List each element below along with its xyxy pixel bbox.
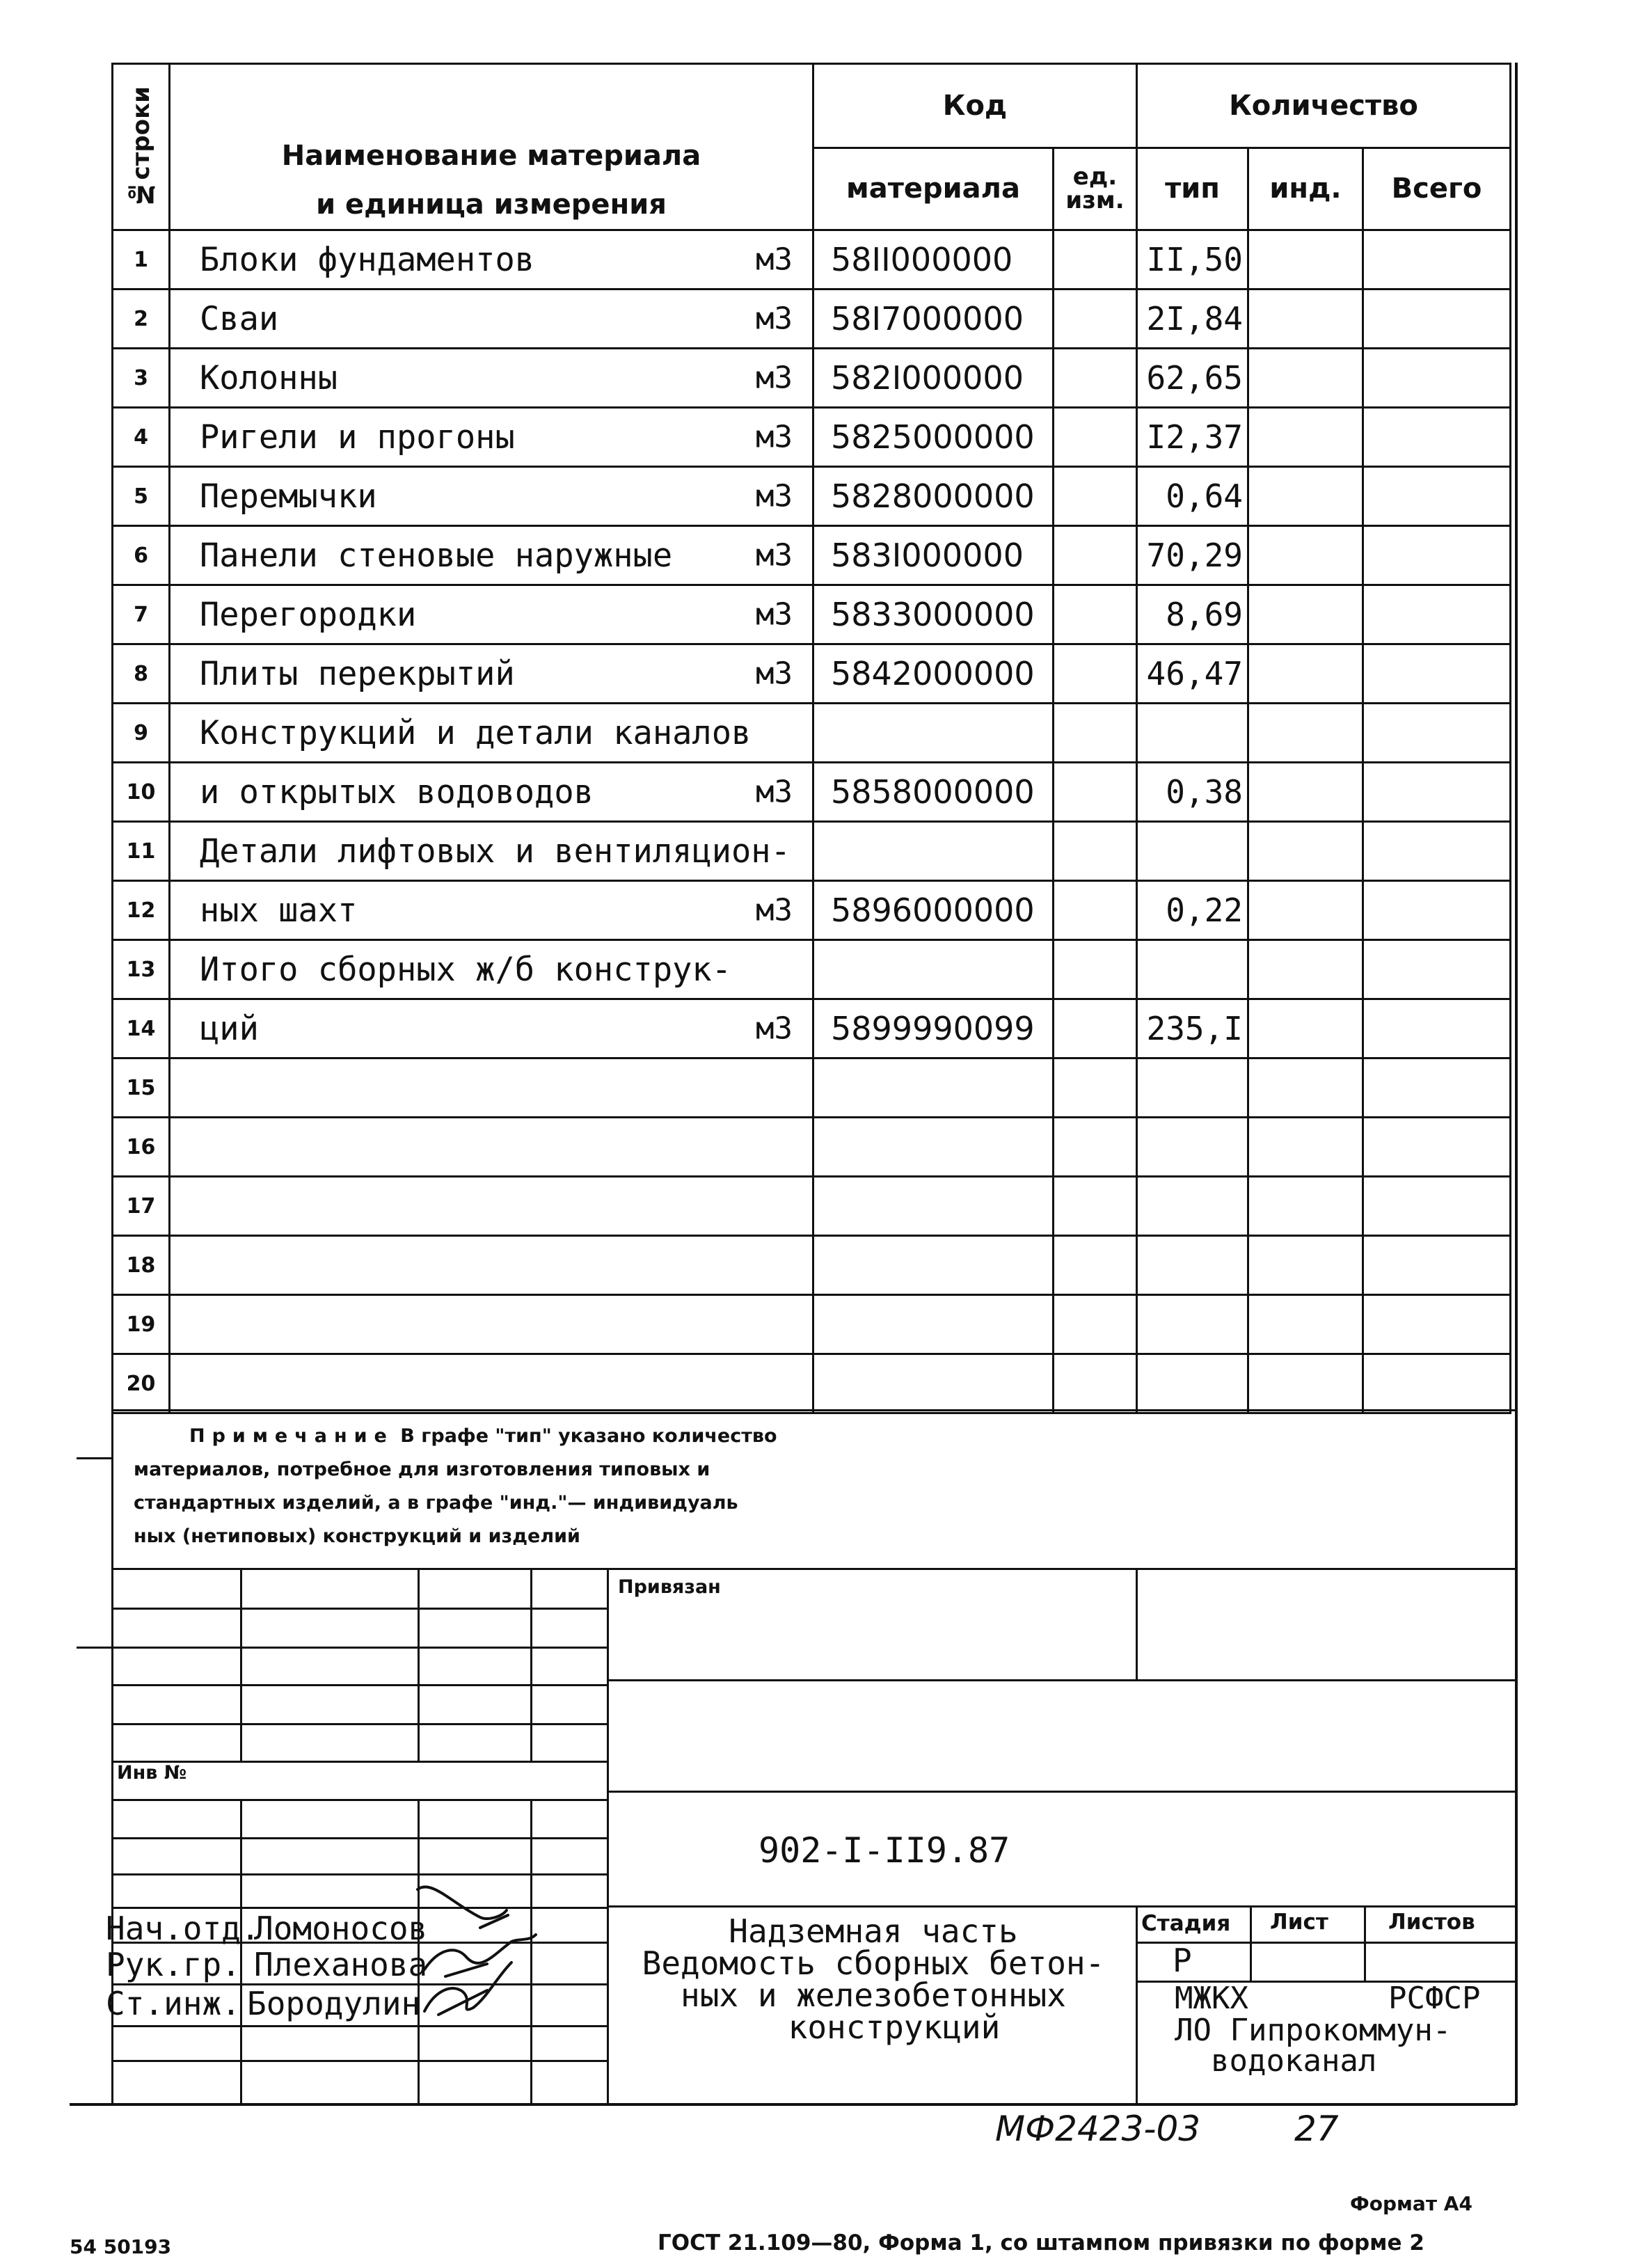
- row-material-name: [170, 1058, 813, 1118]
- row-qty-total: [1363, 1295, 1511, 1354]
- row-qty-total: [1363, 1354, 1511, 1413]
- table-row: [113, 1295, 1511, 1354]
- table-row: [113, 230, 1511, 290]
- row-qty-total: [1363, 881, 1511, 940]
- row-unit-code: [1054, 704, 1137, 763]
- row-unit-code: [1054, 1236, 1137, 1295]
- row-number: 6: [113, 526, 170, 585]
- signer-role: Ст.инж.: [106, 1985, 241, 2022]
- row-unit-code: [1054, 467, 1137, 526]
- row-material-name: [170, 1295, 813, 1354]
- row-unit-code: [1054, 290, 1137, 349]
- row-number: 17: [113, 1177, 170, 1236]
- document-title-line: ных и железобетонных: [681, 1976, 1066, 2014]
- row-qty-total: [1363, 1236, 1511, 1295]
- row-qty-total: [1363, 1177, 1511, 1236]
- row-qty-type: [1137, 1295, 1248, 1354]
- sheet-label: Лист: [1270, 1910, 1328, 1935]
- row-material-name: [170, 290, 813, 349]
- material-unit: м3: [756, 241, 793, 278]
- material-name-text: ных шахт: [200, 891, 358, 930]
- material-name-text: ций: [200, 1009, 259, 1048]
- materials-table: [111, 63, 1511, 1414]
- row-qty-ind: [1248, 230, 1363, 290]
- material-unit: м3: [756, 774, 793, 810]
- row-qty-total: [1363, 763, 1511, 822]
- signer-name: Плеханова: [254, 1946, 428, 1983]
- page-number: 27: [1294, 2109, 1339, 2149]
- signature-plekhanova: [424, 1935, 536, 1976]
- row-qty-type: I2,37: [1137, 408, 1248, 467]
- signer-role: Рук.гр.: [106, 1946, 241, 1983]
- row-unit-code: [1054, 881, 1137, 940]
- row-material-name: [170, 1177, 813, 1236]
- note-title: Примечание: [189, 1425, 394, 1447]
- row-material-code: 5858000000: [813, 763, 1054, 822]
- organization-ministry: МЖКХ: [1175, 1981, 1248, 2016]
- row-qty-type: [1137, 940, 1248, 999]
- row-qty-ind: [1248, 822, 1363, 881]
- gost-footer: ГОСТ 21.109—80, Форма 1, со штампом привязки по форме 2: [658, 2230, 1424, 2255]
- row-material-name: [170, 349, 813, 408]
- row-qty-ind: [1248, 940, 1363, 999]
- row-material-code: [813, 1058, 1054, 1118]
- row-qty-ind: [1248, 1058, 1363, 1118]
- row-material-name: [170, 1354, 813, 1413]
- organization-name: ЛО Гипрокоммун-: [1175, 2013, 1452, 2048]
- material-unit: м3: [756, 360, 793, 396]
- table-row: [113, 1236, 1511, 1295]
- note-line-text: В графе "тип" указано количество: [393, 1425, 777, 1447]
- material-unit: м3: [756, 301, 793, 337]
- row-qty-ind: [1248, 349, 1363, 408]
- row-qty-total: [1363, 585, 1511, 644]
- row-material-code: 5899990099: [813, 999, 1054, 1058]
- header-row-number: [113, 64, 170, 230]
- row-material-name: [170, 822, 813, 881]
- row-material-code: 58II000000: [813, 230, 1054, 290]
- row-qty-total: [1363, 704, 1511, 763]
- document-title-line: конструкций: [788, 2008, 1001, 2046]
- row-unit-code: [1054, 763, 1137, 822]
- row-unit-code: [1054, 940, 1137, 999]
- row-material-code: [813, 822, 1054, 881]
- material-name-text: Ригели и прогоны: [200, 418, 515, 457]
- note-line: ных (нетиповых) конструкций и изделий: [134, 1525, 580, 1547]
- material-name-text: Панели стеновые наружные: [200, 536, 673, 575]
- row-unit-code: [1054, 230, 1137, 290]
- row-material-code: 58I7000000: [813, 290, 1054, 349]
- table-row: [113, 644, 1511, 704]
- row-number: 15: [113, 1058, 170, 1118]
- row-number: 9: [113, 704, 170, 763]
- material-name-text: Колонны: [200, 358, 338, 397]
- table-row: [113, 1118, 1511, 1177]
- row-unit-code: [1054, 822, 1137, 881]
- row-qty-type: 235,I: [1137, 999, 1248, 1058]
- material-unit: м3: [756, 419, 793, 455]
- row-material-code: [813, 940, 1054, 999]
- signature-borodulin: [424, 1962, 511, 2015]
- row-unit-code: [1054, 1058, 1137, 1118]
- row-qty-ind: [1248, 408, 1363, 467]
- sheets-label: Листов: [1388, 1910, 1475, 1935]
- material-name-text: Итого сборных ж/б конструк-: [200, 950, 732, 989]
- row-number: 18: [113, 1236, 170, 1295]
- row-unit-code: [1054, 644, 1137, 704]
- row-number: 1: [113, 230, 170, 290]
- document-title-line: Ведомость сборных бетон-: [642, 1944, 1105, 1982]
- row-number: 5: [113, 467, 170, 526]
- material-unit: м3: [756, 537, 793, 573]
- row-number: 20: [113, 1354, 170, 1413]
- row-qty-total: [1363, 467, 1511, 526]
- row-unit-code: [1054, 1295, 1137, 1354]
- row-qty-type: [1137, 1236, 1248, 1295]
- table-body: [113, 230, 1511, 1413]
- material-unit: м3: [756, 596, 793, 633]
- row-number: 19: [113, 1295, 170, 1354]
- row-material-code: [813, 1177, 1054, 1236]
- row-qty-type: 62,65: [1137, 349, 1248, 408]
- table-row: [113, 763, 1511, 822]
- row-material-code: 5833000000: [813, 585, 1054, 644]
- material-unit: м3: [756, 656, 793, 692]
- archive-number: МФ2423-03: [995, 2109, 1201, 2149]
- row-number: 7: [113, 585, 170, 644]
- note-line: [134, 1420, 934, 1453]
- material-name-text: Перемычки: [200, 477, 377, 516]
- row-qty-type: [1137, 1118, 1248, 1177]
- note: [134, 1420, 934, 1553]
- row-qty-ind: [1248, 526, 1363, 585]
- row-number: 14: [113, 999, 170, 1058]
- row-unit-code: [1054, 1354, 1137, 1413]
- row-qty-type: [1137, 704, 1248, 763]
- material-name-text: Конструкций и детали каналов: [200, 713, 752, 752]
- row-unit-code: [1054, 585, 1137, 644]
- row-material-name: [170, 1118, 813, 1177]
- row-qty-total: [1363, 526, 1511, 585]
- row-number: 12: [113, 881, 170, 940]
- row-qty-total: [1363, 1118, 1511, 1177]
- row-number: 11: [113, 822, 170, 881]
- row-material-name: [170, 230, 813, 290]
- note-line: материалов, потребное для изготовления типовых и: [134, 1459, 710, 1480]
- row-qty-type: [1137, 1177, 1248, 1236]
- table-row: [113, 822, 1511, 881]
- row-material-name: [170, 408, 813, 467]
- header-code-group: Код: [813, 64, 1137, 148]
- row-unit-code: [1054, 349, 1137, 408]
- row-qty-type: [1137, 822, 1248, 881]
- stage-label: Стадия: [1141, 1911, 1231, 1936]
- row-qty-total: [1363, 644, 1511, 704]
- format-label: Формат А4: [1350, 2192, 1472, 2215]
- row-material-code: [813, 1295, 1054, 1354]
- table-row: [113, 1058, 1511, 1118]
- row-qty-total: [1363, 1058, 1511, 1118]
- row-number: 13: [113, 940, 170, 999]
- organization-name-cont: водоканал: [1211, 2043, 1377, 2079]
- row-qty-type: [1137, 1058, 1248, 1118]
- row-qty-total: [1363, 999, 1511, 1058]
- row-material-code: 5896000000: [813, 881, 1054, 940]
- row-qty-total: [1363, 822, 1511, 881]
- row-qty-type: II,50: [1137, 230, 1248, 290]
- organization-republic: РСФСР: [1388, 1981, 1481, 2016]
- row-unit-code: [1054, 1118, 1137, 1177]
- document-code: 902-I-II9.87: [759, 1830, 1010, 1871]
- row-material-code: [813, 1236, 1054, 1295]
- header-material-name: [170, 64, 813, 230]
- row-qty-ind: [1248, 1236, 1363, 1295]
- material-name-text: Сваи: [200, 299, 279, 338]
- row-qty-type: 46,47: [1137, 644, 1248, 704]
- table-row: [113, 704, 1511, 763]
- row-qty-ind: [1248, 290, 1363, 349]
- row-material-code: 5825000000: [813, 408, 1054, 467]
- stage-value: Р: [1173, 1942, 1192, 1979]
- material-unit: м3: [756, 1010, 793, 1047]
- row-qty-type: [1137, 1354, 1248, 1413]
- table-row: [113, 290, 1511, 349]
- table-row: [113, 1177, 1511, 1236]
- row-material-name: [170, 585, 813, 644]
- table-row: [113, 526, 1511, 585]
- signer-name: Ломоносов: [254, 1910, 428, 1947]
- row-unit-code: [1054, 1177, 1137, 1236]
- row-qty-ind: [1248, 999, 1363, 1058]
- row-qty-ind: [1248, 467, 1363, 526]
- row-number: 2: [113, 290, 170, 349]
- row-material-code: 582I000000: [813, 349, 1054, 408]
- row-number: 3: [113, 349, 170, 408]
- row-qty-total: [1363, 940, 1511, 999]
- table-row: [113, 881, 1511, 940]
- row-qty-ind: [1248, 1177, 1363, 1236]
- row-qty-ind: [1248, 704, 1363, 763]
- row-qty-type: 8,69: [1137, 585, 1248, 644]
- row-qty-type: 0,64: [1137, 467, 1248, 526]
- row-qty-ind: [1248, 644, 1363, 704]
- row-qty-type: 2I,84: [1137, 290, 1248, 349]
- row-material-code: [813, 704, 1054, 763]
- row-material-name: [170, 644, 813, 704]
- row-qty-ind: [1248, 1118, 1363, 1177]
- row-qty-total: [1363, 349, 1511, 408]
- material-unit: м3: [756, 478, 793, 514]
- signer-name: Бородулин: [247, 1985, 421, 2022]
- header-quantity-group: Количество: [1137, 64, 1511, 148]
- row-qty-ind: [1248, 1295, 1363, 1354]
- row-qty-ind: [1248, 881, 1363, 940]
- table-row: [113, 349, 1511, 408]
- row-material-name: [170, 526, 813, 585]
- table-row: [113, 1354, 1511, 1413]
- row-qty-type: 0,22: [1137, 881, 1248, 940]
- note-line: стандартных изделий, а в графе "инд."— индивидуаль: [134, 1492, 738, 1514]
- row-material-name: [170, 763, 813, 822]
- header-qty-total: Всего: [1363, 148, 1511, 230]
- row-number: 8: [113, 644, 170, 704]
- material-name-text: Плиты перекрытий: [200, 654, 515, 693]
- material-name-text: Детали лифтовых и вентиляцион-: [200, 832, 791, 871]
- row-qty-total: [1363, 408, 1511, 467]
- row-unit-code: [1054, 526, 1137, 585]
- row-qty-total: [1363, 230, 1511, 290]
- signer-role: Нач.отд.: [106, 1910, 260, 1947]
- row-material-name: [170, 881, 813, 940]
- row-material-code: [813, 1118, 1054, 1177]
- table-row: [113, 467, 1511, 526]
- row-material-name: [170, 999, 813, 1058]
- row-material-name: [170, 704, 813, 763]
- row-qty-type: 0,38: [1137, 763, 1248, 822]
- document-title-line: Надземная часть: [729, 1912, 1018, 1950]
- row-qty-ind: [1248, 763, 1363, 822]
- attached-label: Привязан: [618, 1576, 721, 1598]
- table-row: [113, 999, 1511, 1058]
- material-name-text: и открытых водоводов: [200, 772, 594, 811]
- header-code-unit: ед. изм.: [1054, 148, 1137, 230]
- left-code: 54 50193: [70, 2235, 172, 2258]
- inventory-number-label: Инв №: [117, 1762, 187, 1784]
- row-material-code: [813, 1354, 1054, 1413]
- row-material-name: [170, 467, 813, 526]
- material-name-text: Блоки фундаментов: [200, 240, 535, 279]
- table-row: [113, 585, 1511, 644]
- table-row: [113, 408, 1511, 467]
- material-unit: м3: [756, 892, 793, 928]
- header-code-material: материала: [813, 148, 1054, 230]
- row-material-code: 5828000000: [813, 467, 1054, 526]
- row-qty-type: 70,29: [1137, 526, 1248, 585]
- header-qty-type: тип: [1137, 148, 1248, 230]
- header-row-number-label: №строки: [127, 86, 155, 208]
- material-name-text: Перегородки: [200, 595, 417, 634]
- row-unit-code: [1054, 408, 1137, 467]
- row-qty-total: [1363, 290, 1511, 349]
- row-material-name: [170, 940, 813, 999]
- row-material-code: 5842000000: [813, 644, 1054, 704]
- row-number: 4: [113, 408, 170, 467]
- row-qty-ind: [1248, 585, 1363, 644]
- document-title: [612, 1912, 1134, 2046]
- header-qty-ind: инд.: [1248, 148, 1363, 230]
- table-row: [113, 940, 1511, 999]
- row-unit-code: [1054, 999, 1137, 1058]
- row-material-name: [170, 1236, 813, 1295]
- row-number: 16: [113, 1118, 170, 1177]
- row-number: 10: [113, 763, 170, 822]
- header-material-name-label: Наименование материала и единица измерения: [281, 140, 701, 221]
- row-qty-ind: [1248, 1354, 1363, 1413]
- row-material-code: 583I000000: [813, 526, 1054, 585]
